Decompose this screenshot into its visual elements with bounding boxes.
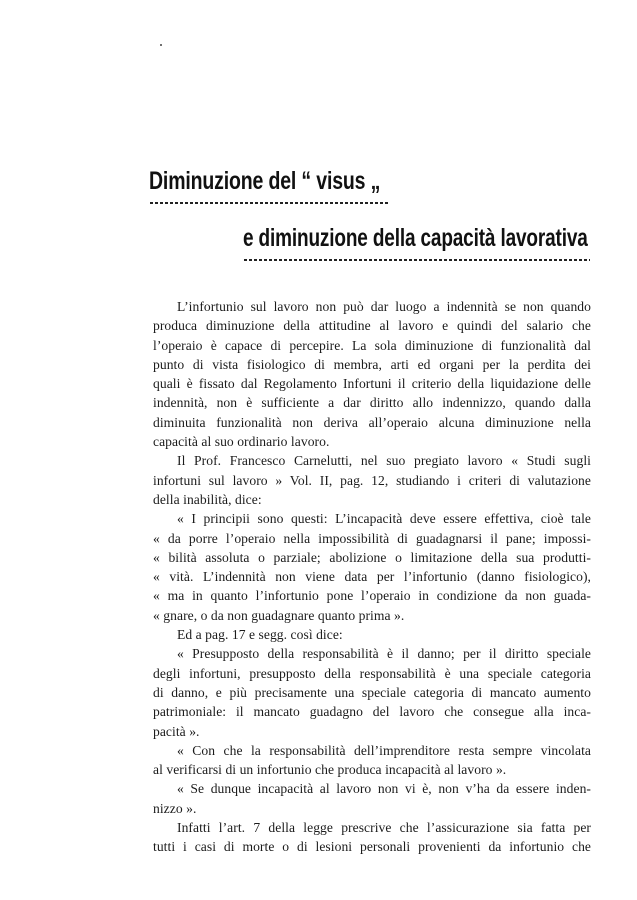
title-line-2: e diminuzione della capacità lavorativa [243, 224, 588, 252]
text-line: Infatti l’art. 7 della legge prescrive che l’assicurazione sia fatta per [177, 820, 591, 836]
text-line: « ma in quanto l’infortunio pone l’operaio in condizione da non guada- [153, 588, 591, 604]
text-line: « vità. L’indennità non viene data per l’infortunio (danno fisiologico), [153, 569, 591, 585]
text-line: « da porre l’operaio nella impossibilità di guadagnarsi il pane; impossi- [153, 530, 591, 546]
print-speck [160, 44, 162, 46]
title-rule-2 [244, 259, 590, 261]
text-line: della inabilità, dice: [153, 491, 262, 507]
text-line: Ed a pag. 17 e segg. così dice: [177, 627, 343, 643]
text-line: Il Prof. Francesco Carnelutti, nel suo pregiato lavoro « Studi sugli [177, 453, 591, 469]
text-line: « Con che la responsabilità dell’imprenditore resta sempre vincolata [177, 742, 591, 758]
text-line: tutti i casi di morte o di lesioni personali provenienti da infortunio che [153, 839, 591, 855]
text-line: « bilità assoluta o parziale; abolizione o limitazione della sua produtti- [153, 549, 591, 565]
body-text [153, 297, 591, 857]
text-line: nizzo ». [153, 800, 197, 816]
text-line: quali è fissato dal Regolamento Infortuni il criterio della liquidazione delle [153, 376, 591, 392]
text-line: diminuita funzionalità non deriva all’operaio alcuna diminuzione nella [153, 414, 591, 430]
text-line: al verificarsi di un infortunio che produca incapacità al lavoro ». [153, 762, 507, 778]
text-line: « Presupposto della responsabilità è il danno; per il diritto speciale [177, 646, 591, 662]
title-rule-1 [150, 202, 388, 204]
text-line: « gnare, o da non guadagnare quanto prima ». [153, 607, 405, 623]
text-line: di danno, e più precisamente una speciale categoria di mancato aumento [153, 684, 591, 700]
text-line: produca diminuzione della attitudine al lavoro e quindi del salario che [153, 318, 591, 334]
text-line: indennità, non è sufficiente a dar diritto allo indennizzo, quando dalla [153, 395, 591, 411]
text-line: l’operaio è capace di percepire. La sola diminuzione di funzionalità dal [153, 337, 591, 353]
text-line: infortuni sul lavoro » Vol. II, pag. 12, studiando i criteri di valutazione [153, 472, 591, 488]
text-line: punto di vista fisiologico di membra, arti ed organi per la perdita dei [153, 356, 591, 372]
title-line-1: Diminuzione del “ visus „ [149, 167, 381, 195]
text-line: « I principii sono questi: L’incapacità deve essere effettiva, cioè tale [177, 511, 591, 527]
text-line: capacità al suo ordinario lavoro. [153, 434, 330, 450]
text-line: degli infortuni, presupposto della responsabilità è una speciale categoria [153, 665, 591, 681]
text-line: pacità ». [153, 723, 200, 739]
text-line: patrimoniale: il mancato guadagno del lavoro che consegue alla inca- [153, 704, 591, 720]
text-line: « Se dunque incapacità al lavoro non vi è, non v’ha da essere inden- [177, 781, 591, 797]
text-line: L’infortunio sul lavoro non può dar luogo a indennità se non quando [177, 299, 591, 314]
